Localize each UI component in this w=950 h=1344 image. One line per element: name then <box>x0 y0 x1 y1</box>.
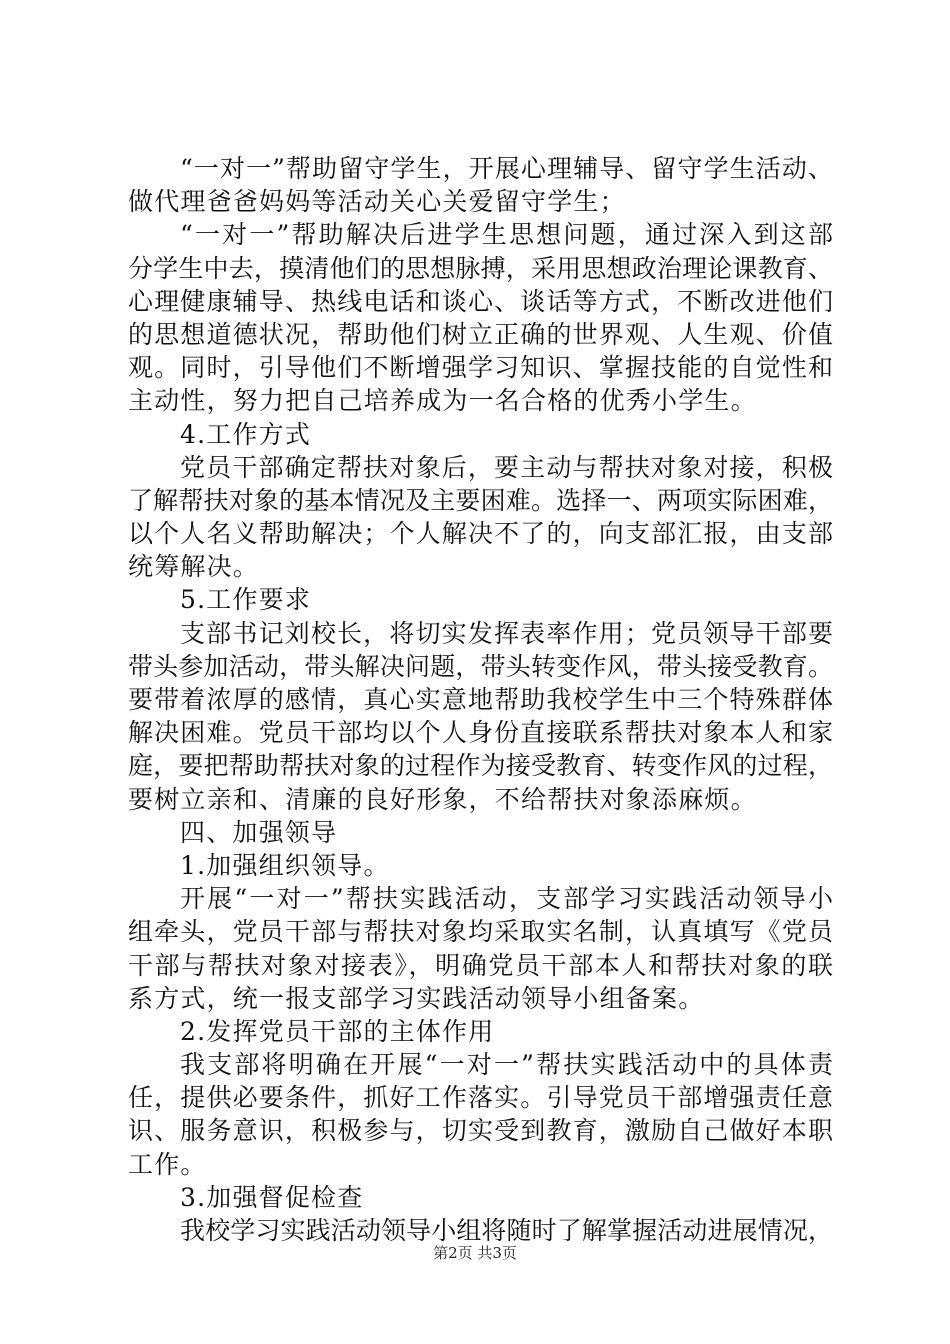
text-line: 干部与帮扶对象对接表》，明确党员干部本人和帮扶对象的联 <box>128 950 833 980</box>
text-line: 支部书记刘校长，将切实发挥表率作用；党员领导干部要 <box>180 618 833 648</box>
text-line: 心理健康辅导、热线电话和谈心、谈话等方式，不断改进他们 <box>128 286 833 316</box>
text-line: 庭，要把帮助帮扶对象的过程作为接受教育、转变作风的过程， <box>128 751 833 781</box>
text-line: “一对一”帮助解决后进学生思想问题，通过深入到这部 <box>180 220 833 250</box>
text-line: 以个人名义帮助解决；个人解决不了的，向支部汇报，由支部 <box>128 519 833 549</box>
text-line: 工作。 <box>128 1149 207 1179</box>
text-line: 我校学习实践活动领导小组将随时了解掌握活动进展情况， <box>180 1216 833 1245</box>
text-line: 了解帮扶对象的基本情况及主要困难。选择一、两项实际困难， <box>128 485 833 515</box>
text-line: 开展“一对一”帮扶实践活动，支部学习实践活动领导小 <box>180 884 833 914</box>
text-line: 带头参加活动，带头解决问题，带头转变作风，带头接受教育。 <box>128 651 833 681</box>
text-line: 四、加强领导 <box>180 817 338 847</box>
text-line: 党员干部确定帮扶对象后，要主动与帮扶对象对接，积极 <box>180 452 833 482</box>
text-line: “一对一”帮助留守学生，开展心理辅导、留守学生活动、 <box>180 154 833 183</box>
text-line: 任，提供必要条件，抓好工作落实。引导党员干部增强责任意 <box>128 1083 833 1113</box>
text-line: 3.加强督促检查 <box>180 1182 364 1212</box>
text-line: 统筹解决。 <box>128 552 260 582</box>
text-line: 4.工作方式 <box>180 419 312 449</box>
text-line: 主动性，努力把自己培养成为一名合格的优秀小学生。 <box>128 386 757 416</box>
text-line: 分学生中去，摸清他们的思想脉搏，采用思想政治理论课教育、 <box>128 253 833 283</box>
text-line: 观。同时，引导他们不断增强学习知识、掌握技能的自觉性和 <box>128 353 833 383</box>
page-footer: 第2页 共3页 <box>433 1244 517 1262</box>
text-line: 1.加强组织领导。 <box>180 850 390 880</box>
text-line: 做代理爸爸妈妈等活动关心关爱留守学生； <box>128 187 626 217</box>
text-line: 的思想道德状况，帮助他们树立正确的世界观、人生观、价值 <box>128 319 833 349</box>
text-line: 解决困难。党员干部均以个人身份直接联系帮扶对象本人和家 <box>128 718 833 748</box>
text-line: 我支部将明确在开展“一对一”帮扶实践活动中的具体责 <box>180 1050 833 1080</box>
text-line: 组牵头，党员干部与帮扶对象均采取实名制，认真填写《党员 <box>128 917 833 947</box>
text-line: 系方式，统一报支部学习实践活动领导小组备案。 <box>128 983 705 1013</box>
text-line: 要带着浓厚的感情，真心实意地帮助我校学生中三个特殊群体 <box>128 685 833 714</box>
text-line: 2.发挥党员干部的主体作用 <box>180 1016 495 1046</box>
document-body <box>128 152 833 1247</box>
text-line: 识、服务意识，积极参与，切实受到教育，激励自己做好本职 <box>128 1116 833 1146</box>
text-line: 要树立亲和、清廉的良好形象，不给帮扶对象添麻烦。 <box>128 784 757 814</box>
text-line: 5.工作要求 <box>180 585 312 615</box>
